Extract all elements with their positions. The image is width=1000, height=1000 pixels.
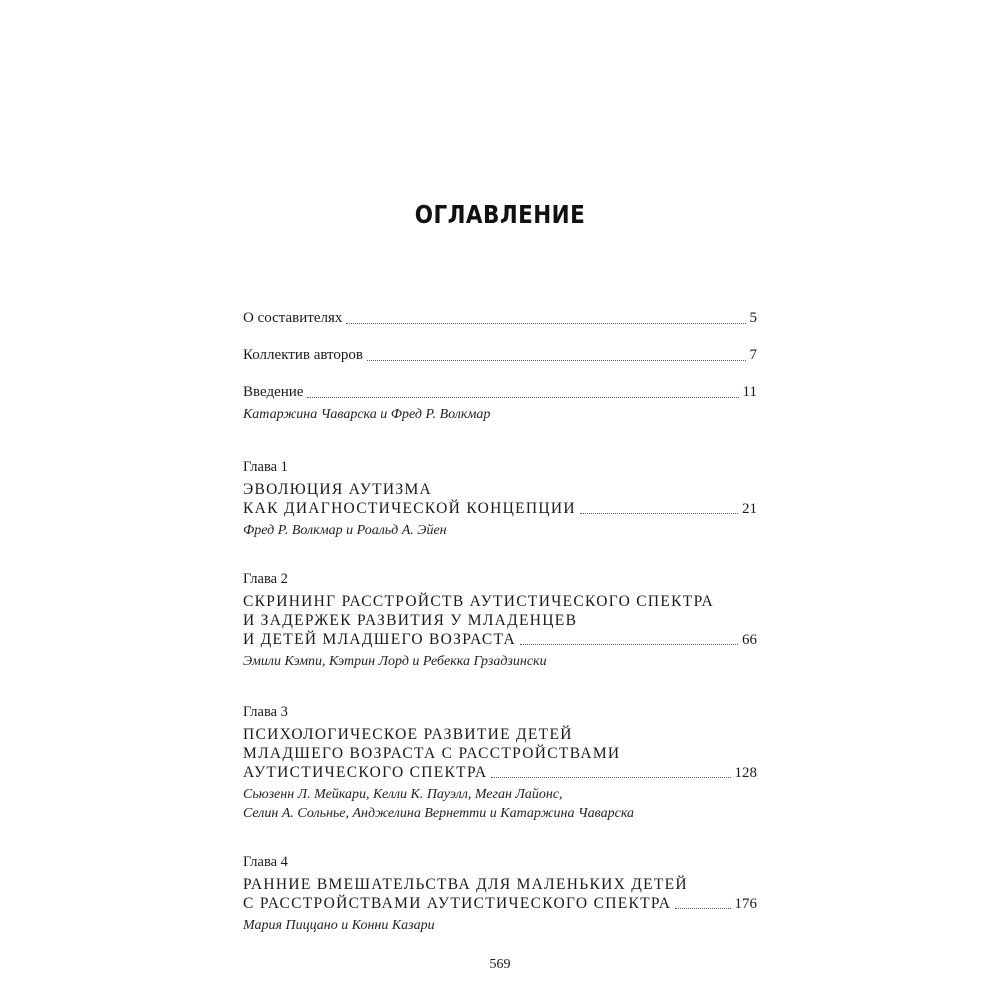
toc-entry-title: О составителях	[243, 310, 343, 326]
chapter-label: Глава 4	[243, 854, 288, 870]
chapter-label: Глава 2	[243, 571, 288, 587]
dot-leader	[307, 396, 738, 398]
toc-entry-introduction	[243, 382, 757, 424]
dot-leader	[346, 322, 745, 324]
toc-page-number: 66	[742, 632, 757, 648]
toc-authors: Сьюзенн Л. Мейкари, Келли К. Пауэлл, Меган Лайонс,	[243, 787, 563, 802]
toc-authors: Селин А. Сольнье, Анджелина Вернетти и Катаржина Чаварска	[243, 806, 635, 821]
chapter-label: Глава 1	[243, 459, 288, 475]
chapter-title-line: КАК ДИАГНОСТИЧЕСКОЙ КОНЦЕПЦИИ	[243, 500, 576, 517]
toc-chapter-3	[243, 703, 757, 823]
toc-page-number: 128	[734, 765, 757, 781]
toc-chapter-1	[243, 458, 757, 540]
dot-leader	[675, 907, 730, 909]
toc-page-number: 176	[734, 896, 757, 912]
toc-authors: Катаржина Чаварска и Фред Р. Волкмар	[243, 407, 491, 422]
page-title: ОГЛАВЛЕНИЕ	[414, 200, 586, 229]
toc-authors: Фред Р. Волкмар и Роальд А. Эйен	[243, 523, 447, 538]
chapter-title-line: РАННИЕ ВМЕШАТЕЛЬСТВА ДЛЯ МАЛЕНЬКИХ ДЕТЕЙ	[243, 876, 688, 893]
page-number: 569	[489, 957, 511, 972]
chapter-title-line: ПСИХОЛОГИЧЕСКОЕ РАЗВИТИЕ ДЕТЕЙ	[243, 726, 573, 743]
chapter-title-line: МЛАДШЕГО ВОЗРАСТА С РАССТРОЙСТВАМИ	[243, 745, 621, 762]
chapter-title-line: ЭВОЛЮЦИЯ АУТИЗМА	[243, 481, 433, 498]
toc-chapter-2	[243, 570, 757, 671]
dot-leader	[580, 512, 738, 514]
toc-authors: Мария Пиццано и Конни Казари	[243, 918, 435, 933]
toc-page-number: 7	[749, 347, 757, 363]
chapter-title-line: С РАССТРОЙСТВАМИ АУТИСТИЧЕСКОГО СПЕКТРА	[243, 895, 672, 912]
chapter-title-line: СКРИНИНГ РАССТРОЙСТВ АУТИСТИЧЕСКОГО СПЕКТРА	[243, 593, 715, 610]
chapter-label: Глава 3	[243, 704, 288, 720]
toc-page-number: 5	[749, 310, 757, 326]
dot-leader	[520, 643, 738, 645]
chapter-title-line: АУТИСТИЧЕСКОГО СПЕКТРА	[243, 764, 488, 781]
toc-page-number: 11	[742, 384, 757, 400]
chapter-title-line: И ЗАДЕРЖЕК РАЗВИТИЯ У МЛАДЕНЦЕВ	[243, 612, 578, 629]
dot-leader	[491, 776, 730, 778]
toc-authors: Эмили Кэмпи, Кэтрин Лорд и Ребекка Грзадзински	[243, 654, 547, 669]
chapter-title-line: И ДЕТЕЙ МЛАДШЕГО ВОЗРАСТА	[243, 631, 517, 648]
toc-entry-title: Коллектив авторов	[243, 347, 363, 363]
dot-leader	[367, 359, 746, 361]
toc-entry-title: Введение	[243, 384, 304, 400]
toc-chapter-4	[243, 853, 757, 935]
toc-entry-compilers	[243, 308, 757, 329]
toc-entry-authors-collective	[243, 345, 757, 366]
toc-page-number: 21	[742, 501, 757, 517]
